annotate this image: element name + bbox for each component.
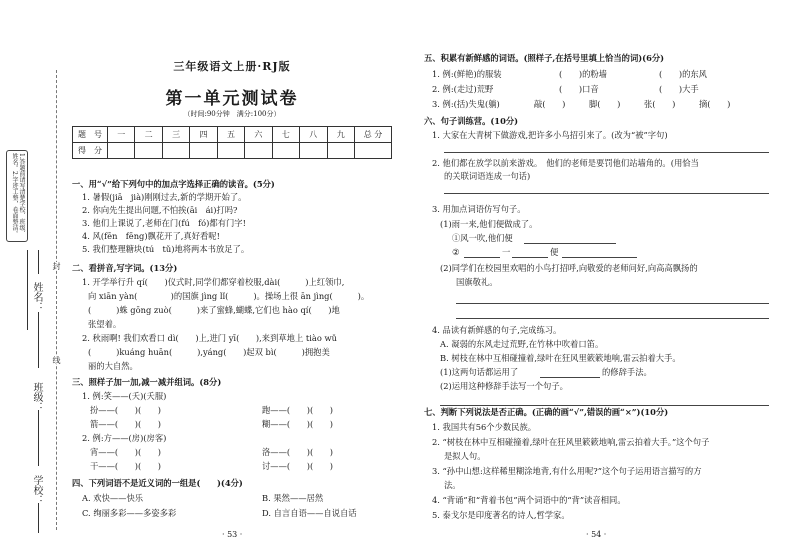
question-line: ( )蛛 gōng zuò( )来了蜜蜂,蝴蝶,它们也 hào qí( )地	[88, 305, 340, 315]
exercise-item: 1. 例:(鲜艳)的服装	[432, 69, 502, 79]
question-line: (2)同学们在校园里欢唱的小鸟打招呼,向敬爱的老师问好,向高高飘扬的	[440, 263, 698, 273]
score-table	[72, 126, 392, 159]
exercise-item: ( )的东风	[659, 69, 707, 79]
section-3-heading: 三、照样子加一加,减一减并组词。(8分)	[72, 377, 222, 387]
question-line: 4. 品读有新鲜感的句子,完成练习。	[432, 325, 562, 335]
option-d: D. 自言自语——自说自话	[262, 508, 357, 518]
question-line: 向 xiān yàn( )的国旗 jìng lǐ( )。操场上很 ān jìng( )。	[88, 291, 370, 301]
answer-line[interactable]	[456, 318, 769, 319]
question-line: 3. 用加点词语仿写句子。	[432, 204, 526, 214]
section-7-heading: 七、判断下列说法是否正确。(正确的画“√”,错误的画“×”)(10分)	[424, 407, 669, 417]
page-title: 第一单元测试卷	[165, 89, 299, 109]
question-line: 便	[550, 247, 559, 257]
cut-line	[56, 70, 57, 530]
question-line: 张望着。	[88, 319, 122, 329]
question-line: ②	[452, 247, 460, 257]
question-line: 2. 他们都在放学以前来游戏。 他们的老师是要罚他们站墙角的。(用恰当	[432, 158, 699, 168]
judgement-item: 1. 我国共有56个少数民族。	[432, 422, 537, 432]
exercise-item: 讨——( )( )	[262, 461, 334, 471]
answer-line[interactable]	[444, 193, 769, 194]
seal-mark: 封	[52, 262, 61, 270]
example-line: 2. 例:方——(房)(房客)	[82, 433, 167, 443]
exercise-item: ( )口音	[559, 84, 599, 94]
option-c: C. 绚丽多彩——多姿多彩	[82, 508, 177, 518]
question-line: 3. 他们上课说了,老师在门(fú fó)都有门字!	[82, 218, 246, 228]
sentence-b: B. 树枝在林中互相碰撞着,绿叶在狂风里簌簌地响,雷云拍着大手。	[440, 353, 681, 363]
question-line: 1. 暑假(jiā jià)刚刚过去,新的学期开始了。	[82, 192, 247, 202]
exercise-item: 3. 例:(括)失鬼(躺)	[432, 99, 500, 109]
section-1-heading: 一、用“√”给下列句中的加点字选择正确的读音。(5分)	[72, 179, 275, 189]
answer-line[interactable]	[456, 303, 769, 304]
exercise-item: 跑——( )( )	[262, 405, 334, 415]
question-line: (1)这两句话都运用了	[440, 367, 519, 377]
section-5-heading: 五、积累有新鲜感的词语。(照样子,在括号里填上恰当的词)(6分)	[424, 53, 665, 63]
school-label: 学校：	[31, 475, 42, 505]
option-a: A. 欢快——快乐	[82, 493, 144, 503]
question-line: 4. 风(fēn fēng)飘花开了,真好看呢!	[82, 231, 220, 241]
answer-line[interactable]	[464, 257, 500, 258]
exercise-item: 摘( )	[699, 99, 731, 109]
exercise-item: 宵——( )( )	[90, 447, 162, 457]
answer-line[interactable]	[512, 257, 548, 258]
exercise-item: ( )大手	[659, 84, 699, 94]
question-line: 2. 你向先生提出问题,不怕挨(āi ái)打吗?	[82, 205, 238, 215]
exercise-item: 张( )	[644, 99, 676, 109]
right-page	[404, 0, 794, 550]
page-number: · 54 ·	[586, 530, 607, 539]
question-line: 国旗敬礼。	[456, 277, 498, 287]
judgement-item: 4. “背诵”和“背着书包”两个词语中的“背”读音相同。	[432, 495, 626, 505]
binding-rule	[27, 250, 28, 330]
question-line: (1)雨一来,他们便做成了。	[440, 219, 538, 229]
exercise-item: 脚( )	[589, 99, 621, 109]
answer-line[interactable]	[524, 243, 616, 244]
option-b: B. 果然——居然	[262, 493, 324, 503]
exercise-item: 干——( )( )	[90, 461, 162, 471]
exercise-item: 洛——( )( )	[262, 447, 334, 457]
judgement-item: 是拟人句。	[444, 451, 486, 461]
question-line: 5. 我们整理糖块(tú tǔ)地将两本书放足了。	[82, 244, 250, 254]
question-line: 1. 开学举行升 qí( )仪式时,同学们都穿着校服,dài( )上红领巾,	[82, 277, 345, 287]
judgement-item: 5. 泰戈尔是印度著名的诗人,哲学家。	[432, 510, 570, 520]
instruction-box: 1.答题前请写清楚学校、班级、姓名。2.字迹工整，卷面整洁。	[6, 150, 28, 242]
question-line: 1. 大家在大青树下做游戏,把许多小鸟招引来了。(改为“被”字句)	[432, 130, 668, 140]
line-mark: 线	[52, 356, 61, 364]
exercise-item: 扮——( )( )	[90, 405, 162, 415]
question-line: (2)运用这种修辞手法写一个句子。	[440, 381, 568, 391]
question-line: 丽的大自然。	[88, 361, 138, 371]
question-line: 的关联词语连成一句话)	[444, 171, 531, 181]
section-6-heading: 六、句子训练营。(10分)	[424, 116, 519, 126]
section-2-heading: 二、看拼音,写字词。(13分)	[72, 263, 178, 273]
exercise-item: 敲( )	[534, 99, 566, 109]
score-table-header-row: 题 号 一 二 三 四 五 六 七 八 九 总 分	[73, 127, 392, 143]
question-line: 2. 秋雨啊! 我们欢看口 dì( )上,进门 yī( ),来到草地上 tiào wǔ	[82, 333, 337, 343]
question-line: ( )kuáng huān( ),yáng( )起双 bì( )拥抱美	[88, 347, 330, 357]
exercise-item: ( )的粉墙	[559, 69, 607, 79]
sentence-a: A. 凝弱的东风走过荒野,在竹林中吹着口笛。	[440, 339, 604, 349]
judgement-item: 法。	[444, 480, 461, 490]
question-line: 的修辞手法。	[602, 367, 652, 377]
judgement-item: 3. “孙中山想:这样稀里糊涂地背,有什么用呢?”这个句子运用语言描写的方	[432, 466, 702, 476]
exercise-item: 2. 例:(走过)荒野	[432, 84, 494, 94]
page-number: · 53 ·	[222, 530, 243, 539]
binding-strip	[0, 0, 66, 550]
answer-line[interactable]	[562, 257, 637, 258]
subject-title: 三年级语文上册·RJ版	[173, 60, 291, 73]
answer-line[interactable]	[540, 377, 600, 378]
time-score-info: （时间:90分钟 满分:100分）	[183, 110, 281, 118]
score-table-score-row: 得 分	[73, 143, 392, 159]
name-label: 姓名：	[31, 282, 42, 312]
question-line: 一	[502, 247, 511, 257]
exercise-item: 箭——( )( )	[90, 419, 162, 429]
question-line: ①风一吹,他们便	[452, 233, 513, 243]
class-label: 班级：	[31, 382, 42, 412]
answer-line[interactable]	[444, 152, 769, 153]
exercise-item: 糊——( )( )	[262, 419, 334, 429]
judgement-item: 2. “树枝在林中互相碰撞着,绿叶在狂风里簌簌地响,雷云拍着大手。”这个句子	[432, 437, 710, 447]
section-4-heading: 四、下列词语不是近义词的一组是( )(4分)	[72, 478, 243, 488]
example-line: 1. 例:笑——(夭)(夭服)	[82, 391, 167, 401]
